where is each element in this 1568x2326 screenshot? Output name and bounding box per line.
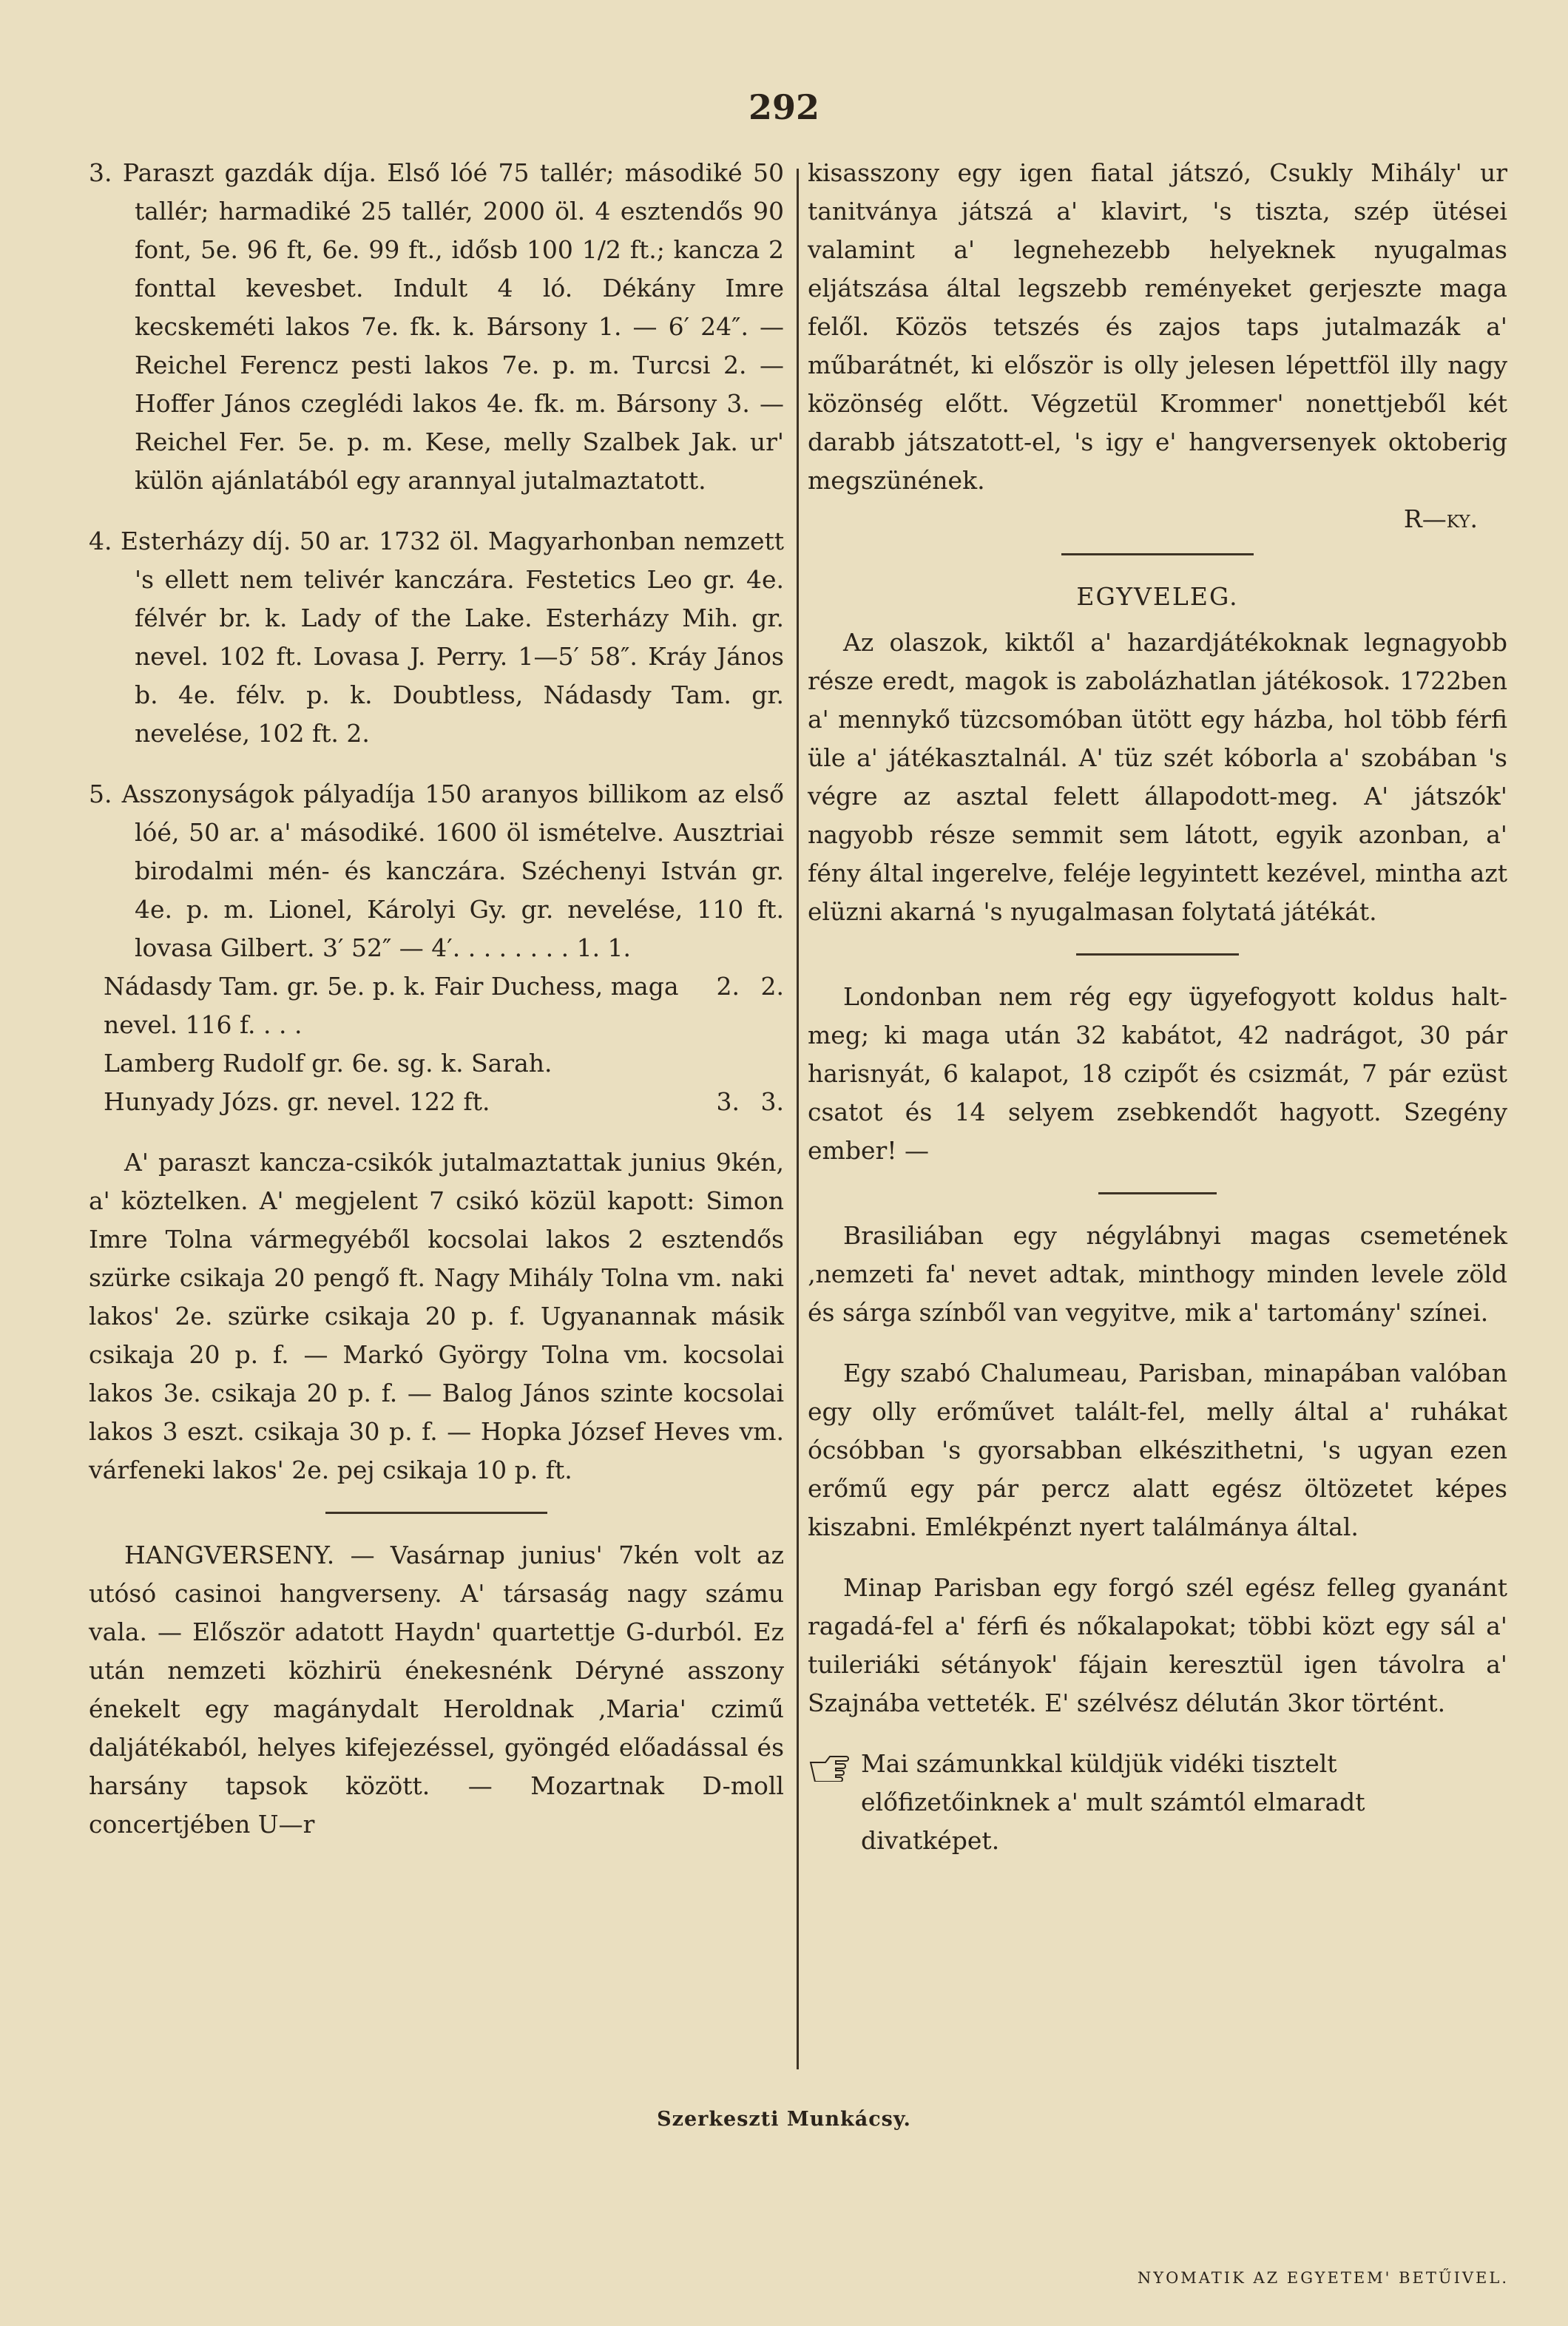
egyveleg-item-2: Londonban nem rég egy ügyefogyott koldus halt-meg; ki maga után 32 kabátot, 42 nadrágot, 30 pár harisnyát, 6 kalapot, 18 czipőt és csizmát, 7 pár ezüst csatot és 14 selyem zsebkendőt hagyott. Szegény ember! — xyxy=(808,982,1507,1165)
csikok-paragraph: A' paraszt kancza-csikók jutalmaztattak junius 9kén, a' köztelken. A' megjelent 7 csikó közül kapott: Simon Imre Tolna vármegyéből kocsolai lakos 2 esztendős szürke csikaja 20 pengő ft. Nagy Mihály Tolna vm. naki lakos' 2e. szürke csikaja 20 p. f. Ugyanannak másik csikaja 20 p. f. — Markó György Tolna vm. kocsolai lakos 3e. csikaja 20 p. f. — Balog János szinte kocsolai lakos 3 eszt. csikaja 30 p. f. — Hopka József Heves vm. várfeneki lakos' 2e. pej csikaja 10 p. ft. xyxy=(89,1148,784,1484)
item-divider xyxy=(1076,953,1239,956)
race-result-4: 4. Esterházy díj. 50 ar. 1732 öl. Magyarhonban nemzett 's ellett nem telivér kanczára. Festetics Leo gr. 4e. félvér br. k. Lady of the Lake. Esterházy Mih. gr. nevel. 102 ft. Lovasa J. Perry. 1—5′ 58″. Kráy János b. 4e. félv. p. k. Doubtless, Nádasdy Tam. gr. nevelése, 102 ft. 2. xyxy=(89,527,784,748)
egyveleg-item-5: Minap Parisban egy forgó szél egész felleg gyanánt ragadá-fel a' férfi és nőkalapokat; többi közt egy sál a' tuileriáki sétányok' fájain keresztül igen távolra a' Szajnába vetteték. E' szélvész délután 3kor történt. xyxy=(808,1573,1507,1717)
section-heading: EGYVELEG. xyxy=(1076,582,1239,611)
notice-text: Mai számunkkal küldjük vidéki tisztelt előfizetőinknek a' mult számtól elmaradt divatképet. xyxy=(861,1749,1365,1855)
editor-line: Szerkeszti Munkácsy. xyxy=(657,2108,911,2131)
egyveleg-item-1: Az olaszok, kiktől a' hazardjátékoknak legnagyobb része eredt, magok is zabolázhatlan játékosok. 1722ben a' mennykő tüzcsomóban ütött egy házba, hol több férfi üle a' játékasztalnál. A' tüz szét kóborla a' szobában 's végre az asztal felett állapodott-meg. A' játszók' nagyobb része semmit sem látott, egyik azonban, a' fény által ingerelve, feléje legyintett kezével, mintha azt elüzni akarná 's nyugalmasan folytatá játékát. xyxy=(808,628,1507,926)
result-row: Nádasdy Tam. gr. 5e. p. k. Fair Duchess, maga nevel. 116 f. . . . 2. 2. xyxy=(104,972,784,1039)
section-divider xyxy=(1061,553,1254,555)
egyveleg-item-4: Egy szabó Chalumeau, Parisban, minapában valóban egy olly erőművet talált-fel, melly által a' ruhákat ócsóbban 's gyorsabban elkészithetni, 's ugyan ezen erőmű egy pár percz alatt egész öltözetet képes kiszabni. Emlékpénzt nyert találmánya által. xyxy=(808,1359,1507,1541)
pointing-hand-icon xyxy=(808,1752,851,1782)
author-signature: R—ky. xyxy=(1403,504,1478,533)
result-row: Hunyady Józs. gr. nevel. 122 ft. 3. 3. xyxy=(104,1087,784,1116)
hangverseny-paragraph: HANGVERSENY. — Vasárnap junius' 7kén volt az utósó casinoi hangverseny. A' társaság nagy számu vala. — Először adatott Haydn' quartettje G-durból. Ez után nemzeti közhirü énekesnénk Déryné asszony énekelt egy magánydalt Heroldnak ‚Maria' czimű daljátékaból, helyes kifejezéssel, gyöngéd előadással és harsány tapsok között. — Mozartnak D-moll concertjében U—r xyxy=(89,1541,784,1839)
race-result-5: 5. Asszonyságok pályadíja 150 aranyos billikom az első lóé, 50 ar. a' másodiké. 1600 öl ismételve. Ausztriai birodalmi mén- és kanczára. Széchenyi István gr. 4e. p. m. Lionel, Károlyi Gy. gr. nevelése, 110 ft. lovasa Gilbert. 3′ 52″ — 4′. . . . . . . . 1. 1. xyxy=(89,780,784,962)
column-divider xyxy=(797,169,799,2069)
race-5-results xyxy=(89,967,784,1121)
result-row: Lamberg Rudolf gr. 6e. sg. k. Sarah. xyxy=(104,1049,552,1078)
egyveleg-item-3: Brasiliában egy négylábnyi magas csemetének ‚nemzeti fa' nevet adtak, minthogy minden levele zöld és sárga színből van vegyitve, mik a' tartomány' színei. xyxy=(808,1221,1507,1327)
left-column xyxy=(89,154,784,1866)
subscriber-notice xyxy=(808,1745,1507,1860)
item-divider xyxy=(1098,1192,1217,1194)
printer-line: NYOMATIK AZ EGYETEM' BETŰIVEL. xyxy=(1137,2269,1509,2287)
hangverseny-continuation: kisasszony egy igen fiatal játszó, Csukly Mihály' ur tanitványa játszá a' klavirt, 's tiszta, szép ütései valamint a' legnehezebb helyeknek nyugalmas eljátszása által legszebb reményeket gerjeszte maga felől. Közös tetszés és zajos taps jutalmazák a' műbarátnét, ki először is olly jelesen lépettföl illy nagy közönség előtt. Végzetül Krommer' nonettjeből két darabb játszatott-el, 's igy e' hangversenyek oktoberig megszünének. xyxy=(808,158,1507,495)
right-column xyxy=(808,154,1507,1860)
page-number: 292 xyxy=(748,87,820,127)
section-divider xyxy=(325,1512,547,1514)
race-result-3: 3. Paraszt gazdák díja. Első lóé 75 tallér; másodiké 50 tallér; harmadiké 25 tallér, 2000 öl. 4 esztendős 90 font, 5e. 96 ft, 6e. 99 ft., idősb 100 1/2 ft.; kancza 2 fonttal kevesbet. Indult 4 ló. Dékány Imre kecskeméti lakos 7e. fk. k. Bársony 1. — 6′ 24″. — Reichel Ferencz pesti lakos 7e. p. m. Turcsi 2. — Hoffer János czeglédi lakos 4e. fk. m. Bársony 3. — Reichel Fer. 5e. p. m. Kese, melly Szalbek Jak. ur' külön ajánlatából egy arannyal jutalmaztatott. xyxy=(89,158,784,495)
